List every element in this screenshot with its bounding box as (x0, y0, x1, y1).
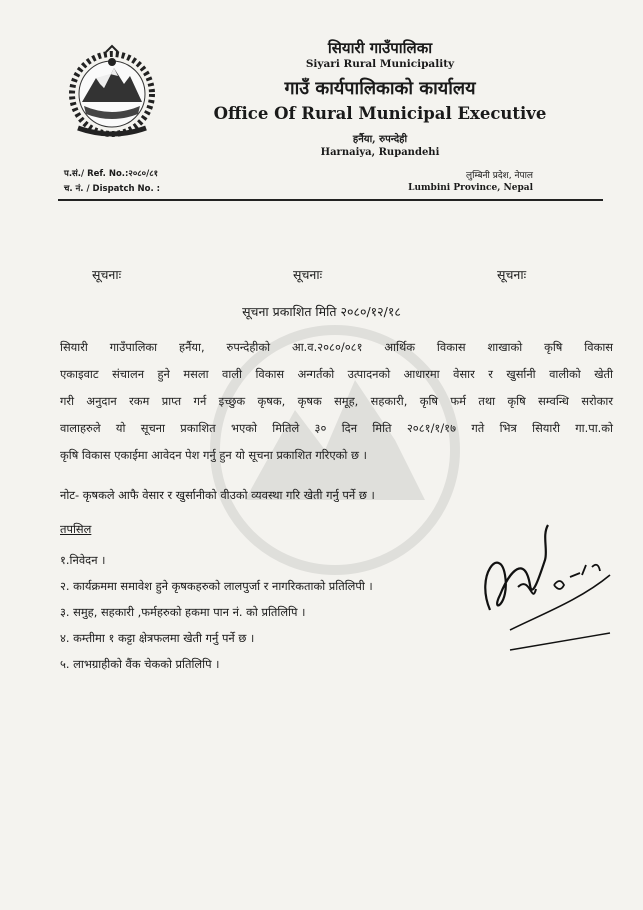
place-np: हर्नैया, रुपन्देही (352, 134, 408, 145)
paragraph-line: कृषि विकास एकाईमा आवेदन पेश गर्नु हुन यो सूचना प्रकाशित गरिएको छ । (60, 448, 367, 462)
nepal-emblem-logo (66, 44, 158, 142)
note-text: नोट- कृषकले आफै वेसार र खुर्सानीको वीउको व्यवस्था गरि खेती गर्नु पर्ने छ । (60, 488, 375, 502)
paragraph-line: सियारी गाउँपालिका हर्नैया, रुपन्देहीको आ.व.२०८०/०८१ आर्थिक विकास शाखाको कृषि विकास (60, 340, 613, 354)
notice-label-left: सूचनाः (92, 267, 122, 282)
place-en: Harnaiya, Rupandehi (320, 147, 440, 158)
published-date: सूचना प्रकाशित मिति २०८०/१२/१८ (242, 304, 401, 319)
dispatch-number: च. नं. / Dispatch No. : (64, 184, 161, 194)
notice-label-center: सूचनाः (293, 267, 323, 282)
paragraph-line: एकाइवाट संचालन हुने मसला वाली विकास अन्गर्तको उत्पादनको आधारमा वेसार र खुर्सानी वालीको खेती (60, 367, 613, 381)
handwritten-signature (470, 515, 620, 665)
detail-item: १.निवेदन । (60, 553, 106, 567)
province-en: Lumbini Province, Nepal (408, 183, 533, 193)
detail-item: ३. समुह, सहकारी ,फर्महरुको हकमा पान नं. को प्रतिलिपि । (60, 605, 306, 619)
paragraph-line: गरी अनुदान रकम प्राप्त गर्न इच्छुक कृषक, कृषक समूह, सहकारी, कृषि फर्म तथा कृषि सम्वन्धि सरोकार (60, 394, 613, 408)
paragraph-line: वालाहरुले यो सूचना प्रकाशित भएको मितिले ३० दिन मिति २०८१/१/१७ गते भित्र सियारी गा.पा.को (60, 421, 613, 435)
detail-item: ५. लाभग्राहीको वैंक चेकको प्रतिलिपि । (60, 657, 220, 671)
notice-label-right: सूचनाः (497, 267, 527, 282)
reference-number: प.सं./ Ref. No.:२०८०/८१ (64, 169, 159, 179)
detail-item: २. कार्यक्रममा समावेश हुने कृषकहरुको लालपुर्जा र नागरिकताको प्रतिलिपी । (60, 579, 373, 593)
header-divider (58, 199, 603, 201)
detail-item: ४. कम्तीमा १ कट्टा क्षेत्रफलमा खेती गर्नु पर्ने छ । (60, 631, 255, 645)
municipality-name-en: Siyari Rural Municipality (305, 58, 455, 70)
details-heading: तपसिल (60, 522, 92, 536)
province-np: लुम्बिनी प्रदेश, नेपाल (466, 171, 533, 181)
municipality-name-np: सियारी गाउँपालिका (327, 39, 433, 57)
office-name-en: Office Of Rural Municipal Executive (213, 104, 547, 123)
office-name-np: गाउँ कार्यपालिकाको कार्यालय (284, 78, 476, 99)
